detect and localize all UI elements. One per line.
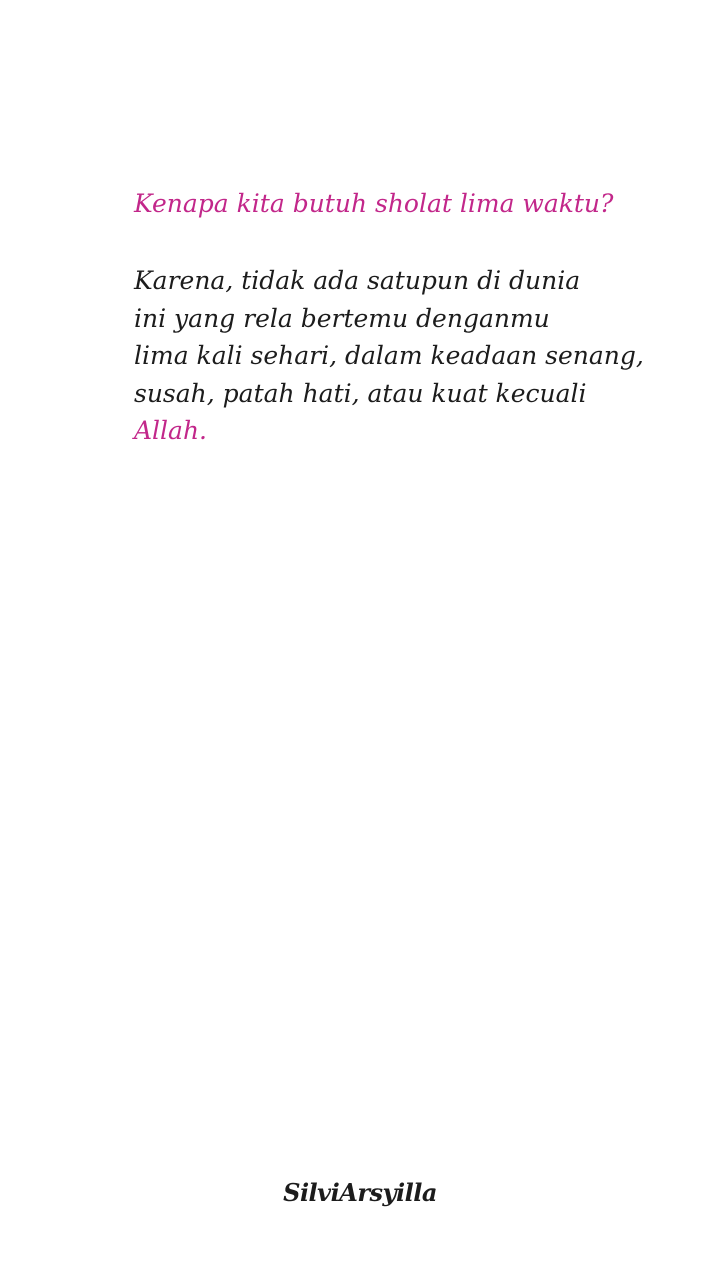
quote-line: susah, patah hati, atau kuat kecuali	[134, 378, 587, 408]
quote-highlight: Allah.	[134, 416, 207, 445]
quote-body	[134, 262, 644, 450]
quote-question: Kenapa kita butuh sholat lima waktu?	[134, 189, 614, 218]
author-signature: SilviArsyilla	[283, 1178, 437, 1207]
quote-line: lima kali sehari, dalam keadaan senang,	[134, 341, 644, 370]
quote-line: ini yang rela bertemu denganmu	[134, 303, 550, 333]
quote-line: Karena, tidak ada satupun di dunia	[134, 266, 581, 295]
